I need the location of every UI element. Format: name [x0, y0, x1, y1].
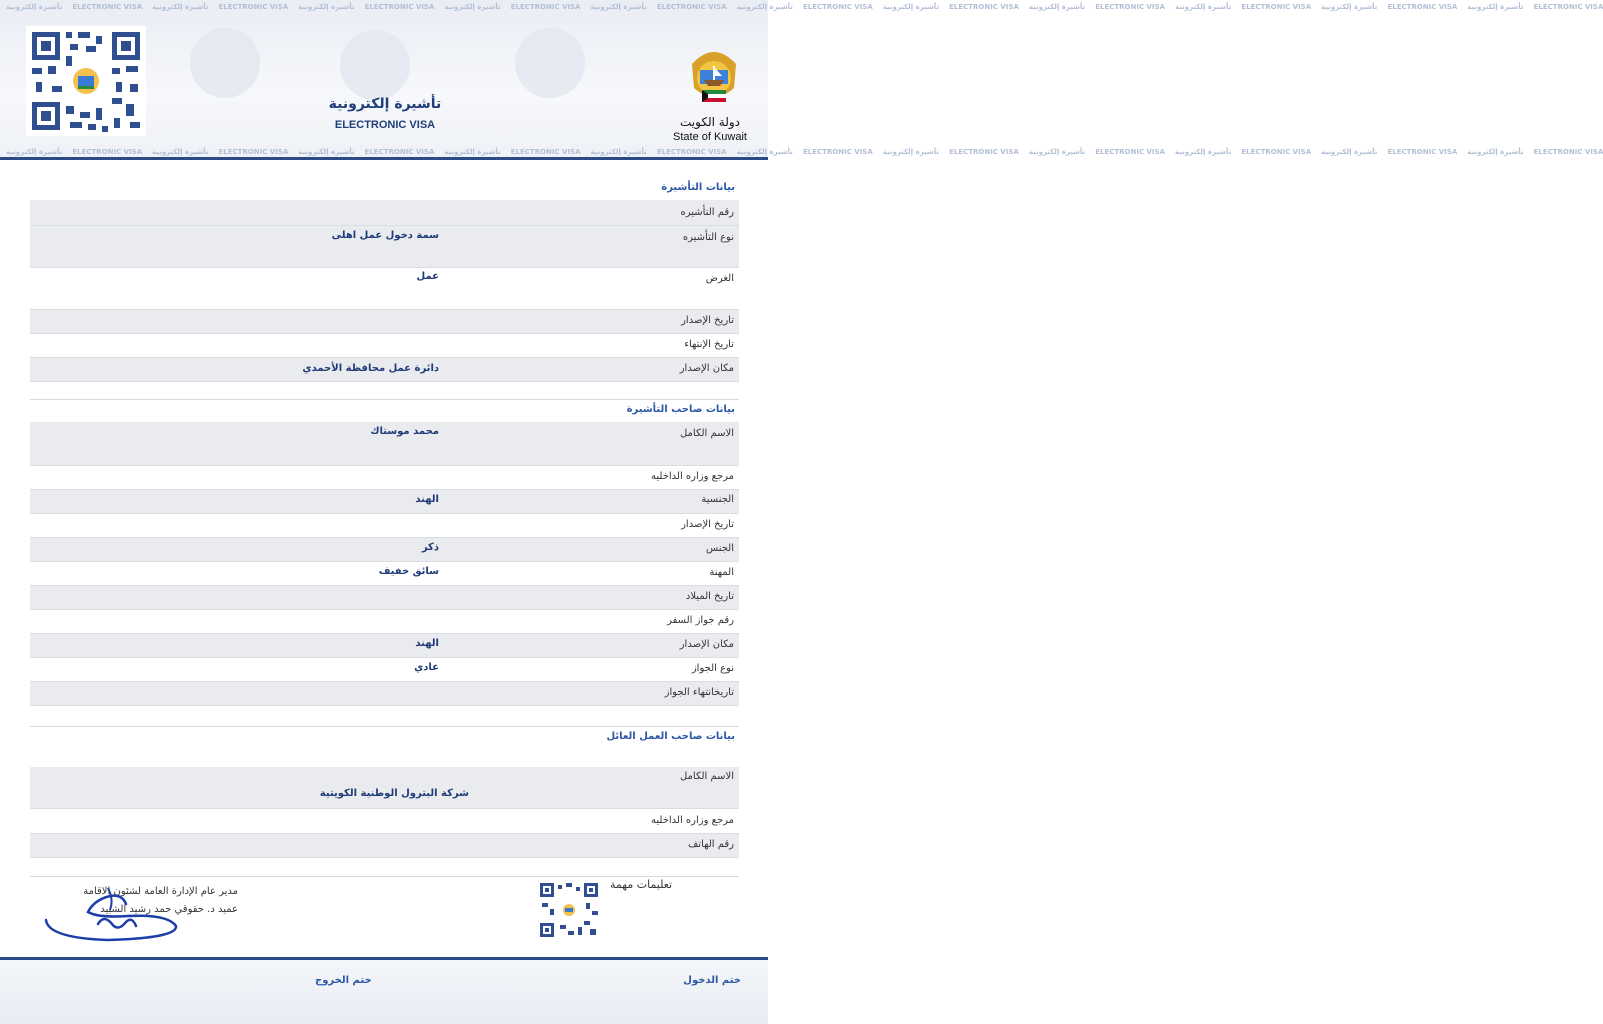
kuwait-crest-icon [684, 44, 744, 116]
section-divider [30, 399, 739, 400]
holder-row-moi-reference: مرجع وزاره الداخليه [30, 466, 739, 490]
state-name-arabic: دولة الكويت [680, 115, 740, 129]
entry-stamp-label: ختم الدخول [683, 975, 741, 986]
stamps-footer [0, 960, 768, 1024]
visa-row-number: رقم التأشيره [30, 200, 739, 226]
qr-code-small [538, 881, 600, 939]
holder-row-full-name: الاسم الكامل محمد موستاك [30, 422, 739, 466]
handwritten-signature [38, 880, 183, 945]
visa-row-expiry-date: تاريخ الإنتهاء [30, 334, 739, 358]
employer-row-full-name: الاسم الكامل شركة البترول الوطنية الكويتية [30, 767, 739, 809]
holder-row-passport-type: نوع الجواز عادي [30, 658, 739, 682]
holder-row-passport-number: رقم جواز السفر [30, 610, 739, 634]
holder-row-nationality: الجنسية الهند [30, 490, 739, 514]
visa-row-issue-place: مكان الإصدار دائرة عمل محافظة الأحمدي [30, 358, 739, 382]
visa-title-english: ELECTRONIC VISA [334, 119, 436, 131]
header-rule [0, 157, 768, 160]
signatory-title: مدير عام الإدارة العامة لشئون الاقامة [83, 886, 238, 897]
visa-row-purpose: الغرض عمل [30, 268, 739, 310]
employer-row-phone: رقم الهاتف [30, 834, 739, 858]
holder-row-passport-expiry: تاريخانتهاء الجواز [30, 682, 739, 706]
employer-row-moi-reference: مرجع وزاره الداخليه [30, 809, 739, 834]
exit-stamp-label: ختم الخروج [315, 975, 372, 986]
holder-row-issue-date: تاريخ الإصدار [30, 514, 739, 538]
important-instructions-label: تعليمات مهمة [610, 878, 673, 891]
header-pattern-band-top: تأشيرة إلكترونية ELECTRONIC VISA تأشيرة إلكترونية ELECTRONIC VISA تأشيرة إلكترونية ELECTRONIC VISA تأشيرة إلكترونية ELECTRONIC VISA تأشيرة إلكترونية ELECTRONIC VISA تأشيرة إلكترونية ELECTRONIC VISA تأشيرة إلكترونية ELECTRONIC VISA تأشيرة إلكترونية ELECTRONIC VISA تأشيرة إلكترونية ELECTRONIC VISA تأشيرة إلكترونية ELECTRONIC VISA تأشيرة إلكترونية ELECTRONIC VISA [6, 3, 1603, 11]
qr-code-large [26, 26, 146, 136]
watermark-emblem [340, 30, 410, 100]
visa-row-type: نوع التأشيره سمة دخول عمل اهلى [30, 226, 739, 268]
holder-row-issue-place: مكان الإصدار الهند [30, 634, 739, 658]
section-divider [30, 726, 739, 727]
employer-section-title: بيانات صاحب العمل العائل [606, 731, 735, 742]
state-name-english: State of Kuwait [673, 131, 747, 143]
holder-section-title: بيانات صاحب التأشيرة [626, 404, 735, 415]
visa-title-arabic: تأشيرة إلكترونية [328, 96, 442, 112]
watermark-emblem [515, 28, 585, 98]
section-divider [30, 876, 739, 877]
watermark-emblem [190, 28, 260, 98]
holder-row-profession: المهنة سائق خفيف [30, 562, 739, 586]
visa-section-title: بيانات التأشيرة [661, 182, 735, 193]
holder-row-gender: الجنس ذكر [30, 538, 739, 562]
visa-header [0, 0, 1603, 160]
header-pattern-band-bottom: تأشيرة إلكترونية ELECTRONIC VISA تأشيرة إلكترونية ELECTRONIC VISA تأشيرة إلكترونية ELECTRONIC VISA تأشيرة إلكترونية ELECTRONIC VISA تأشيرة إلكترونية ELECTRONIC VISA تأشيرة إلكترونية ELECTRONIC VISA تأشيرة إلكترونية ELECTRONIC VISA تأشيرة إلكترونية ELECTRONIC VISA تأشيرة إلكترونية ELECTRONIC VISA تأشيرة إلكترونية ELECTRONIC VISA تأشيرة إلكترونية ELECTRONIC VISA [6, 148, 1603, 156]
visa-row-issue-date: تاريخ الإصدار [30, 310, 739, 334]
holder-row-birth-date: تاريخ الميلاد [30, 586, 739, 610]
signatory-name: عميد د. حقوقي حمد رشيد الشبيد [100, 904, 238, 915]
